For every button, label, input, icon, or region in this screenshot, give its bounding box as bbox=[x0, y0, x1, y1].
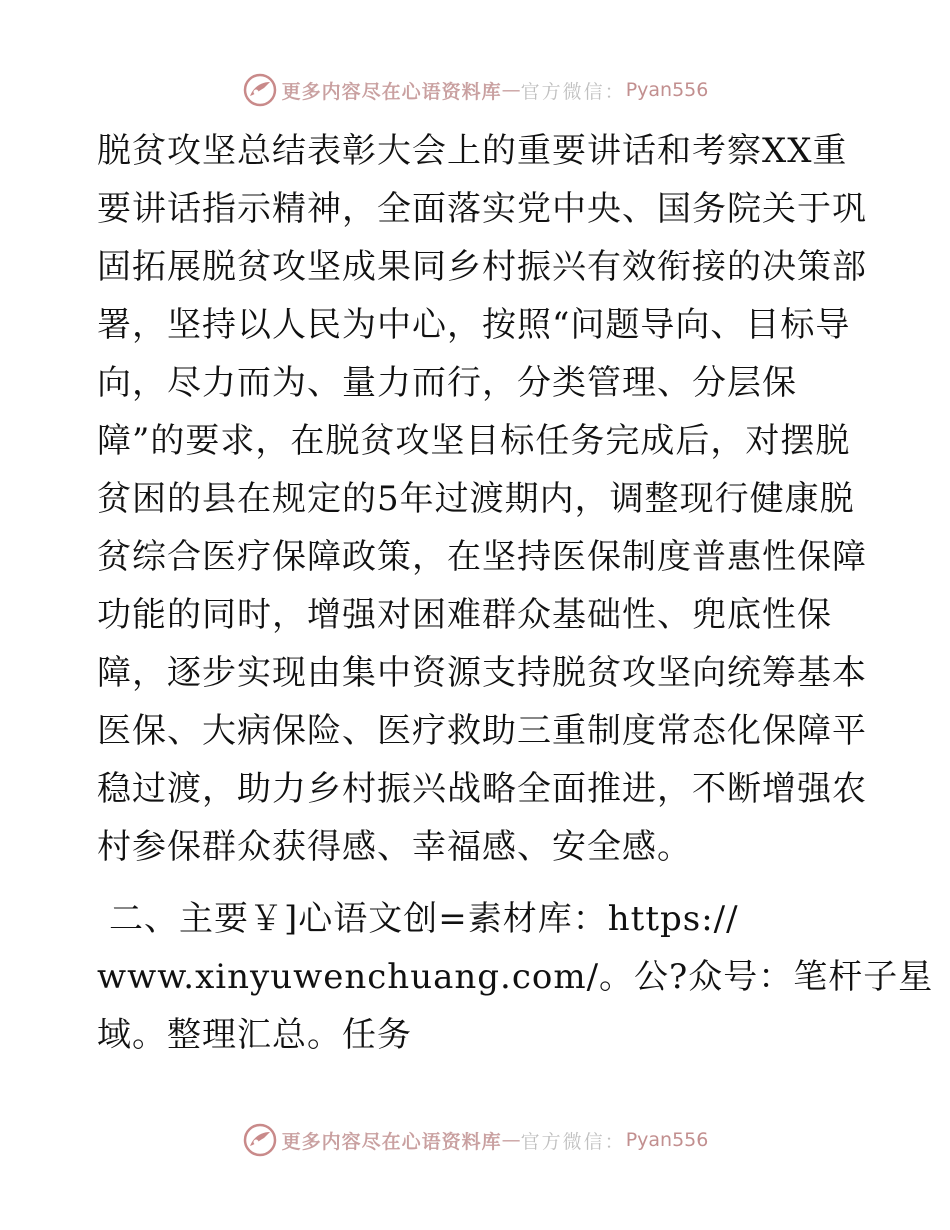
banner-official-label: 官方微信： bbox=[520, 80, 626, 103]
banner-official-label: 官方微信： bbox=[520, 1130, 626, 1153]
text-line: 功能的同时，增强对困难群众基础性、兜底性保 bbox=[97, 595, 832, 635]
banner-dash: — bbox=[501, 79, 521, 101]
text-line: 二、主要￥]心语文创=素材库：https:// bbox=[109, 899, 739, 939]
footer-banner bbox=[0, 1120, 950, 1160]
text-line: 署，坚持以人民为中心，按照“问题导向、目标导 bbox=[97, 305, 851, 345]
banner-wechat-id: Pyan556 bbox=[625, 79, 709, 101]
paragraph-1 bbox=[97, 122, 867, 876]
text-line: 脱贫攻坚总结表彰大会上的重要讲话和考察XX重 bbox=[97, 131, 848, 171]
paragraph-gap bbox=[97, 876, 857, 890]
banner-wechat-id: Pyan556 bbox=[625, 1129, 709, 1151]
text-line: 医保、大病保险、医疗救助三重制度常态化保障平 bbox=[97, 711, 867, 751]
text-line: 要讲话指示精神，全面落实党中央、国务院关于巩 bbox=[97, 189, 867, 229]
paragraph-2 bbox=[97, 890, 934, 1064]
banner-main-text: 更多内容尽在心语资料库 bbox=[281, 1130, 502, 1153]
text-line: 稳过渡，助力乡村振兴战略全面推进，不断增强农 bbox=[97, 769, 867, 809]
brand-logo-icon bbox=[242, 72, 278, 108]
text-line: 贫综合医疗保障政策，在坚持医保制度普惠性保障 bbox=[97, 537, 867, 577]
brand-logo-icon bbox=[242, 1122, 278, 1158]
text-line: 障，逐步实现由集中资源支持脱贫攻坚向统筹基本 bbox=[97, 653, 867, 693]
document-body bbox=[97, 122, 934, 1064]
text-line: 向，尽力而为、量力而行，分类管理、分层保 bbox=[97, 363, 797, 403]
text-line: www.xinyuwenchuang.com/。公?众号：笔杆子星 bbox=[97, 957, 934, 997]
text-line: 固拓展脱贫攻坚成果同乡村振兴有效衔接的决策部 bbox=[97, 247, 867, 287]
banner-main-text: 更多内容尽在心语资料库 bbox=[281, 80, 502, 103]
banner-dash: — bbox=[501, 1129, 521, 1151]
header-banner bbox=[0, 70, 950, 110]
text-line: 域。整理汇总。任务 bbox=[97, 1015, 412, 1055]
text-line: 贫困的县在规定的5年过渡期内，调整现行健康脱 bbox=[97, 479, 855, 519]
text-line: 村参保群众获得感、幸福感、安全感。 bbox=[97, 827, 692, 867]
text-line: 障”的要求，在脱贫攻坚目标任务完成后，对摆脱 bbox=[97, 421, 851, 461]
